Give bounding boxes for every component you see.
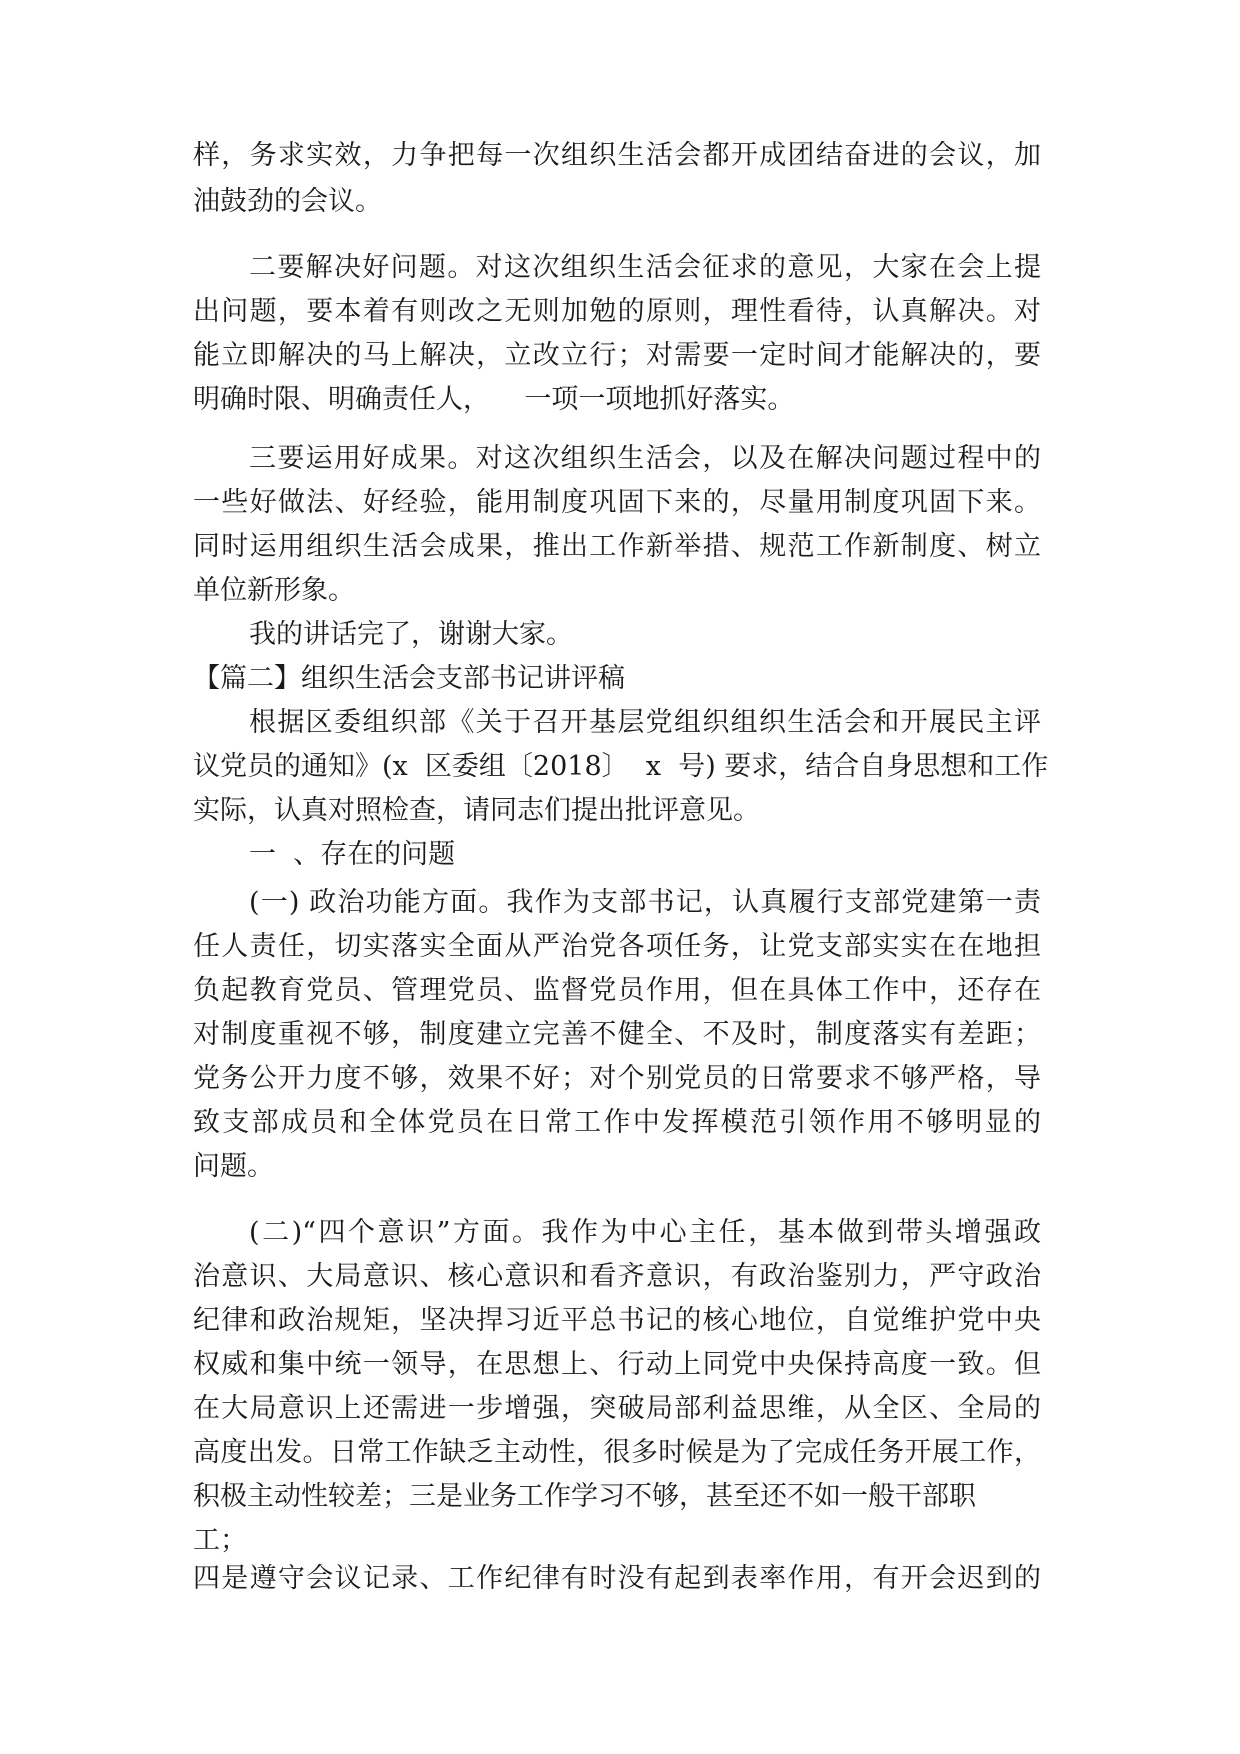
- body-text-line: 样，务求实效，力争把每一次组织生活会都开成团结奋进的会议，加: [193, 140, 1041, 171]
- body-text-line: 高度出发。日常工作缺乏主动性，很多时候是为了完成任务开展工作，: [193, 1437, 1041, 1468]
- paragraph-start-line: 根据区委组织部《关于召开基层党组织组织生活会和开展民主评: [249, 707, 1041, 738]
- body-text-line: 议党员的通知》(x 区委组〔2018〕 x 号) 要求，结合自身思想和工作: [193, 751, 1049, 782]
- subsection-heading: 一 、存在的问题: [249, 839, 456, 870]
- body-text-line: 在大局意识上还需进一步增强，突破局部利益思维，从全区、全局的: [193, 1393, 1041, 1424]
- body-text-line: 任人责任，切实落实全面从严治党各项任务，让党支部实实在在地担: [193, 931, 1041, 962]
- body-text-line: 工；: [193, 1525, 247, 1556]
- paragraph-start-line: (一) 政治功能方面。我作为支部书记，认真履行支部党建第一责: [249, 887, 1041, 918]
- body-text-line: 治意识、大局意识、核心意识和看齐意识，有政治鉴别力，严守政治: [193, 1261, 1041, 1292]
- section-heading: 【篇二】组织生活会支部书记讲评稿: [193, 663, 625, 694]
- body-text-line: 党务公开力度不够，效果不好；对个别党员的日常要求不够严格，导: [193, 1063, 1041, 1094]
- body-text-line: 出问题，要本着有则改之无则加勉的原则，理性看待，认真解决。对: [193, 296, 1041, 327]
- body-text-line: 一些好做法、好经验，能用制度巩固下来的，尽量用制度巩固下来。: [193, 487, 1041, 518]
- body-text-line: 对制度重视不够，制度建立完善不健全、不及时，制度落实有差距；: [193, 1019, 1041, 1050]
- body-text-line: 单位新形象。: [193, 575, 355, 606]
- body-text-line: 油鼓劲的会议。: [193, 186, 382, 217]
- body-text-line: 问题。: [193, 1151, 274, 1182]
- body-text-line: 致支部成员和全体党员在日常工作中发挥模范引领作用不够明显的: [193, 1107, 1041, 1138]
- paragraph-start-line: (二)“四个意识”方面。我作为中心主任，基本做到带头增强政: [249, 1217, 1041, 1248]
- body-text-line: 四是遵守会议记录、工作纪律有时没有起到表率作用，有开会迟到的: [193, 1563, 1041, 1594]
- body-text-line: 纪律和政治规矩，坚决捍习近平总书记的核心地位，自觉维护党中央: [193, 1305, 1041, 1336]
- body-text-line: 负起教育党员、管理党员、监督党员作用，但在具体工作中，还存在: [193, 975, 1041, 1006]
- body-text-line: 实际，认真对照检查，请同志们提出批评意见。: [193, 795, 760, 826]
- body-text-line: 明确时限、明确责任人， 一项一项地抓好落实。: [193, 384, 795, 415]
- body-text-line: 积极主动性较差；三是业务工作学习不够，甚至还不如一般干部职: [193, 1481, 976, 1512]
- closing-line: 我的讲话完了，谢谢大家。: [249, 619, 573, 650]
- paragraph-start-line: 三要运用好成果。对这次组织生活会，以及在解决问题过程中的: [249, 443, 1041, 474]
- body-text-line: 权威和集中统一领导，在思想上、行动上同党中央保持高度一致。但: [193, 1349, 1041, 1380]
- body-text-line: 能立即解决的马上解决，立改立行；对需要一定时间才能解决的，要: [193, 340, 1041, 371]
- paragraph-start-line: 二要解决好问题。对这次组织生活会征求的意见，大家在会上提: [249, 252, 1041, 283]
- body-text-line: 同时运用组织生活会成果，推出工作新举措、规范工作新制度、树立: [193, 531, 1041, 562]
